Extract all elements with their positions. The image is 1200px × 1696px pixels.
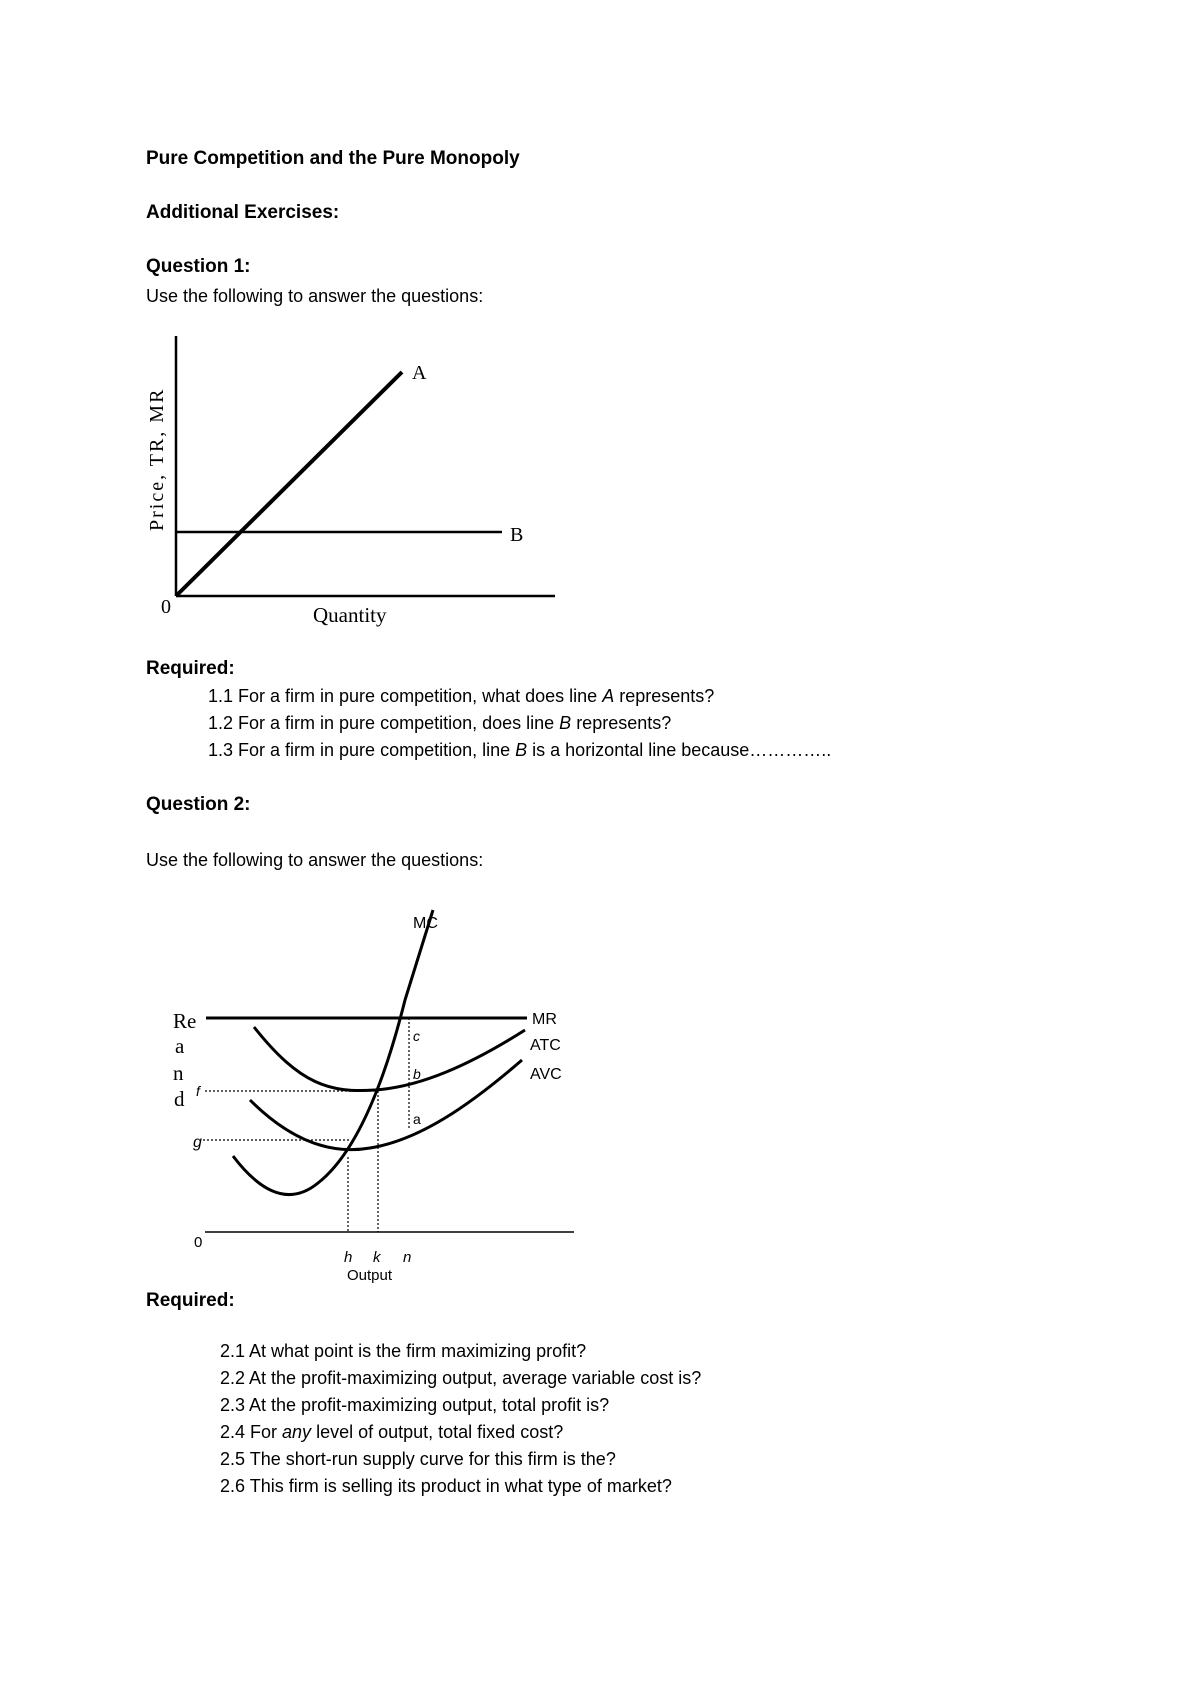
item-text-pre: 2.1 At what point is the firm maximizing profit? xyxy=(220,1341,587,1361)
item-text-pre: 2.4 For xyxy=(220,1422,283,1442)
q2-point-c-label: c xyxy=(413,1028,420,1044)
q2-k-label: k xyxy=(373,1249,381,1266)
item-text-post: represents? xyxy=(614,686,715,706)
question-2-heading: Question 2: xyxy=(146,794,251,815)
q1-line-b-label: B xyxy=(510,524,524,546)
question-2-item xyxy=(220,1341,586,1362)
question-2-item xyxy=(220,1476,672,1497)
item-var: A xyxy=(602,686,615,706)
q1-origin-label: 0 xyxy=(161,596,171,618)
question-2-item xyxy=(220,1368,701,1389)
item-text-pre: 1.3 For a firm in pure competition, line xyxy=(208,740,516,760)
q2-y-label-letter: n xyxy=(173,1061,184,1085)
question-2-item xyxy=(220,1422,563,1443)
question-2-item xyxy=(220,1449,616,1470)
q2-mc-label: MC xyxy=(413,915,438,932)
question-2-item xyxy=(220,1395,609,1416)
item-text-pre: 2.6 This firm is selling its product in what type of market? xyxy=(220,1476,672,1496)
subtitle: Additional Exercises: xyxy=(146,202,340,223)
question-2-intro: Use the following to answer the questions: xyxy=(146,850,484,870)
item-text-pre: 2.3 At the profit-maximizing output, total profit is? xyxy=(220,1395,610,1415)
item-var: B xyxy=(515,740,528,760)
item-text-pre: 1.2 For a firm in pure competition, does line xyxy=(208,713,560,733)
q2-atc-label: ATC xyxy=(530,1037,561,1054)
q2-h-label: h xyxy=(344,1249,353,1266)
q2-x-axis-label: Output xyxy=(347,1267,393,1284)
q1-y-axis-label: Price, TR, MR xyxy=(146,387,168,531)
item-text-post: represents? xyxy=(571,713,672,733)
q2-origin-label: 0 xyxy=(194,1234,203,1251)
item-var: any xyxy=(282,1422,312,1442)
item-text-post: is a horizontal line because………….. xyxy=(527,740,832,760)
q2-g-label: g xyxy=(193,1134,202,1151)
q2-mr-label: MR xyxy=(532,1011,557,1028)
q2-f-label: f xyxy=(196,1083,200,1099)
item-text-pre: 2.2 At the profit-maximizing output, average variable cost is? xyxy=(220,1368,702,1388)
q2-mc-curve xyxy=(233,910,433,1195)
q2-y-label-letter: d xyxy=(174,1087,185,1111)
q2-avc-curve xyxy=(250,1060,522,1150)
document-title: Pure Competition and the Pure Monopoly xyxy=(146,148,520,169)
q2-n-label: n xyxy=(403,1249,412,1266)
question-2-required: Required: xyxy=(146,1290,235,1311)
question-1-heading: Question 1: xyxy=(146,256,251,277)
q1-x-axis-label: Quantity xyxy=(313,603,387,627)
question-1-item xyxy=(208,740,831,761)
item-text-post: level of output, total fixed cost? xyxy=(311,1422,564,1442)
q2-y-label-letter: a xyxy=(175,1034,185,1058)
q2-point-b-label: b xyxy=(413,1066,421,1082)
question-1-item xyxy=(208,713,671,734)
question-1-intro: Use the following to answer the questions: xyxy=(146,286,484,306)
q1-line-a xyxy=(176,372,402,596)
q2-y-label-letter: Re xyxy=(173,1009,197,1033)
item-text-pre: 1.1 For a firm in pure competition, what does line xyxy=(208,686,603,706)
item-var: B xyxy=(559,713,572,733)
question-1-required: Required: xyxy=(146,658,235,679)
question-1-item xyxy=(208,686,714,707)
item-text-pre: 2.5 The short-run supply curve for this firm is the? xyxy=(220,1449,616,1469)
q1-line-a-label: A xyxy=(412,362,427,384)
q2-avc-label: AVC xyxy=(530,1066,562,1083)
q2-atc-curve xyxy=(254,1027,525,1091)
q2-point-a-label: a xyxy=(413,1111,421,1127)
